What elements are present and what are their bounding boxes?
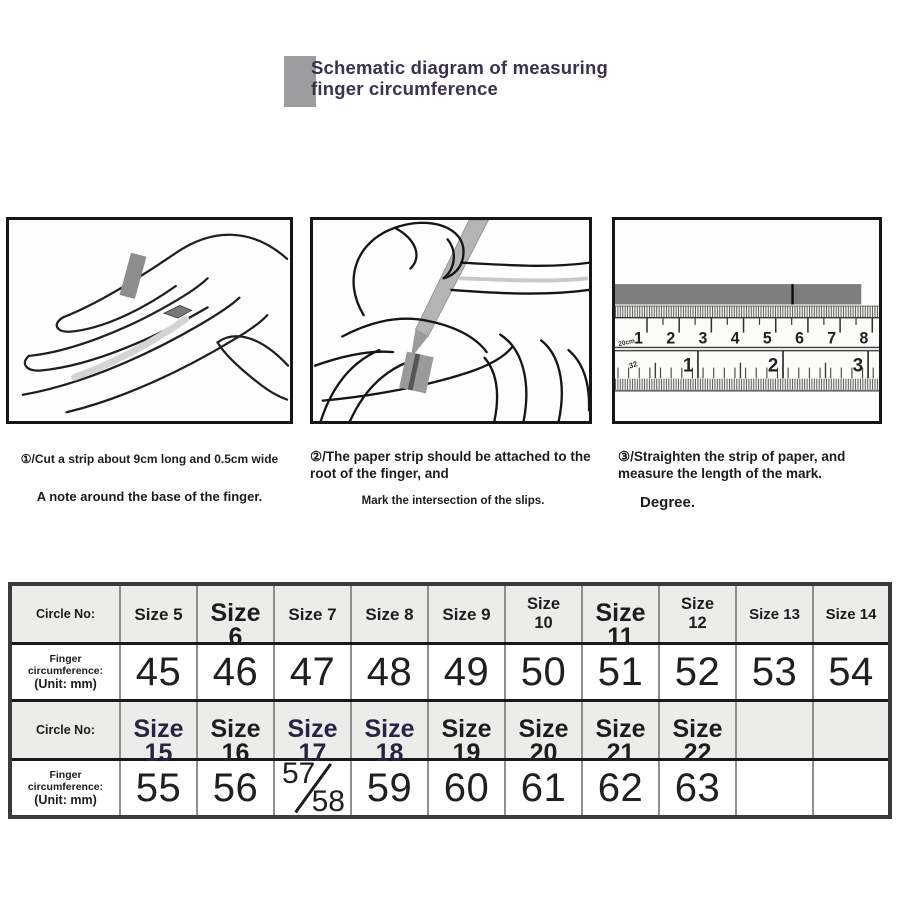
finger-shading [459,278,588,280]
circumference-label: Finger circumference: (Unit: mm) [10,760,120,818]
circumference-value-cell: 49 [428,644,505,701]
step2-caption-main: ②/The paper strip should be attached to the root of the finger, and [310,449,591,481]
ruler-cm-number: 3 [698,329,708,348]
strip-on-ruler-drawing [615,220,879,421]
page-title [311,57,608,99]
step3-caption-sub: Degree. [640,494,696,511]
ring-size-table [8,582,892,819]
step1-caption [8,452,291,504]
paper-strip [615,284,861,304]
circumference-label: Finger circumference: (Unit: mm) [10,644,120,701]
circumference-value-cell: 60 [428,760,505,818]
ruler-cm-number: 1 [634,329,643,348]
circumference-value-cell-empty [736,760,813,818]
ruler-cm-number: 2 [666,329,676,348]
size-header-cell: Size 21 [582,701,659,760]
ruler-cm-unit-label: 20cm [617,337,636,349]
circumference-value-cell: 46 [197,644,274,701]
size-header-cell: Size 6 [197,584,274,644]
circumference-value-cell-fraction [274,757,351,818]
ruler-cm-number: 7 [827,329,837,348]
ruler-cm-number: 5 [762,329,772,348]
table-row-circle-no-2 [10,701,890,760]
circumference-value-cell-empty [813,760,890,818]
size-header-cell: Size 18 [351,701,428,760]
circumference-value-cell: 61 [505,760,582,818]
circumference-value-cell: 62 [582,760,659,818]
step2-caption [310,449,596,507]
circumference-value-cell: 59 [351,760,428,818]
ruler-cm-number: 6 [795,329,804,348]
step3-caption [618,449,896,511]
size-header-cell: Size 11 [582,584,659,644]
table-row-circumference-2 [10,760,890,818]
ruler-inch-unit-label: 32 [627,359,639,371]
fraction-bottom: 58 [311,785,345,818]
table-row-circle-no-1 [10,584,890,644]
hands-marking-strip-drawing [313,220,589,421]
size-header-cell: Size 12 [659,584,736,644]
size-header-cell: Size 7 [274,584,351,644]
hand-with-strip-drawing [9,220,290,421]
ruler-inch-number: 1 [682,355,694,377]
step3-illustration [612,217,882,424]
step1-caption-sub: A note around the base of the finger. [36,489,263,504]
size-header-cell: Size 5 [120,584,197,644]
circumference-value-cell: 55 [120,760,197,818]
size-header-cell: Size 16 [197,701,274,760]
step2-caption-sub: Mark the intersection of the slips. [361,495,545,507]
size-header-cell: Size 9 [428,584,505,644]
circumference-value-cell: 45 [120,644,197,701]
circumference-value-cell: 52 [659,644,736,701]
circle-no-label: Circle No: [10,584,120,644]
size-header-cell: Size 8 [351,584,428,644]
size-header-cell: Size 10 [505,584,582,644]
fraction-top: 57 [282,757,316,790]
ruler-inch-number: 3 [852,355,864,377]
step1-caption-main: ①/Cut a strip about 9cm long and 0.5cm wide [20,452,279,466]
size-header-cell: Size 20 [505,701,582,760]
size-header-cell-empty [813,701,890,760]
table-row-circumference-1 [10,644,890,701]
circumference-value-cell: 48 [351,644,428,701]
ruler [615,305,879,391]
circumference-value-cell: 50 [505,644,582,701]
size-header-cell-empty [736,701,813,760]
size-header-cell: Size 15 [120,701,197,760]
circumference-value-cell: 53 [736,644,813,701]
circumference-value-cell: 63 [659,760,736,818]
ruler-cm-number: 4 [730,329,740,348]
ruler-inch-number: 2 [767,355,779,377]
size-header-cell: Size 19 [428,701,505,760]
page-title-line2: finger circumference [311,78,499,99]
fraction-57-58 [275,757,350,818]
pen-mark-on-strip [791,284,793,304]
circle-no-label: Circle No: [10,701,120,760]
size-header-cell: Size 17 [274,701,351,760]
circumference-value-cell: 47 [274,644,351,701]
step1-illustration [6,217,293,424]
size-header-cell: Size 13 [736,584,813,644]
size-header-cell: Size 22 [659,701,736,760]
ruler-cm-number: 8 [859,329,869,348]
step2-illustration [310,217,592,424]
circumference-value-cell: 54 [813,644,890,701]
size-header-cell: Size 14 [813,584,890,644]
circumference-value-cell: 56 [197,760,274,818]
step3-caption-main: ③/Straighten the strip of paper, and measure the length of the mark. [618,449,846,481]
circumference-value-cell: 51 [582,644,659,701]
page-title-line1: Schematic diagram of measuring [311,57,608,78]
